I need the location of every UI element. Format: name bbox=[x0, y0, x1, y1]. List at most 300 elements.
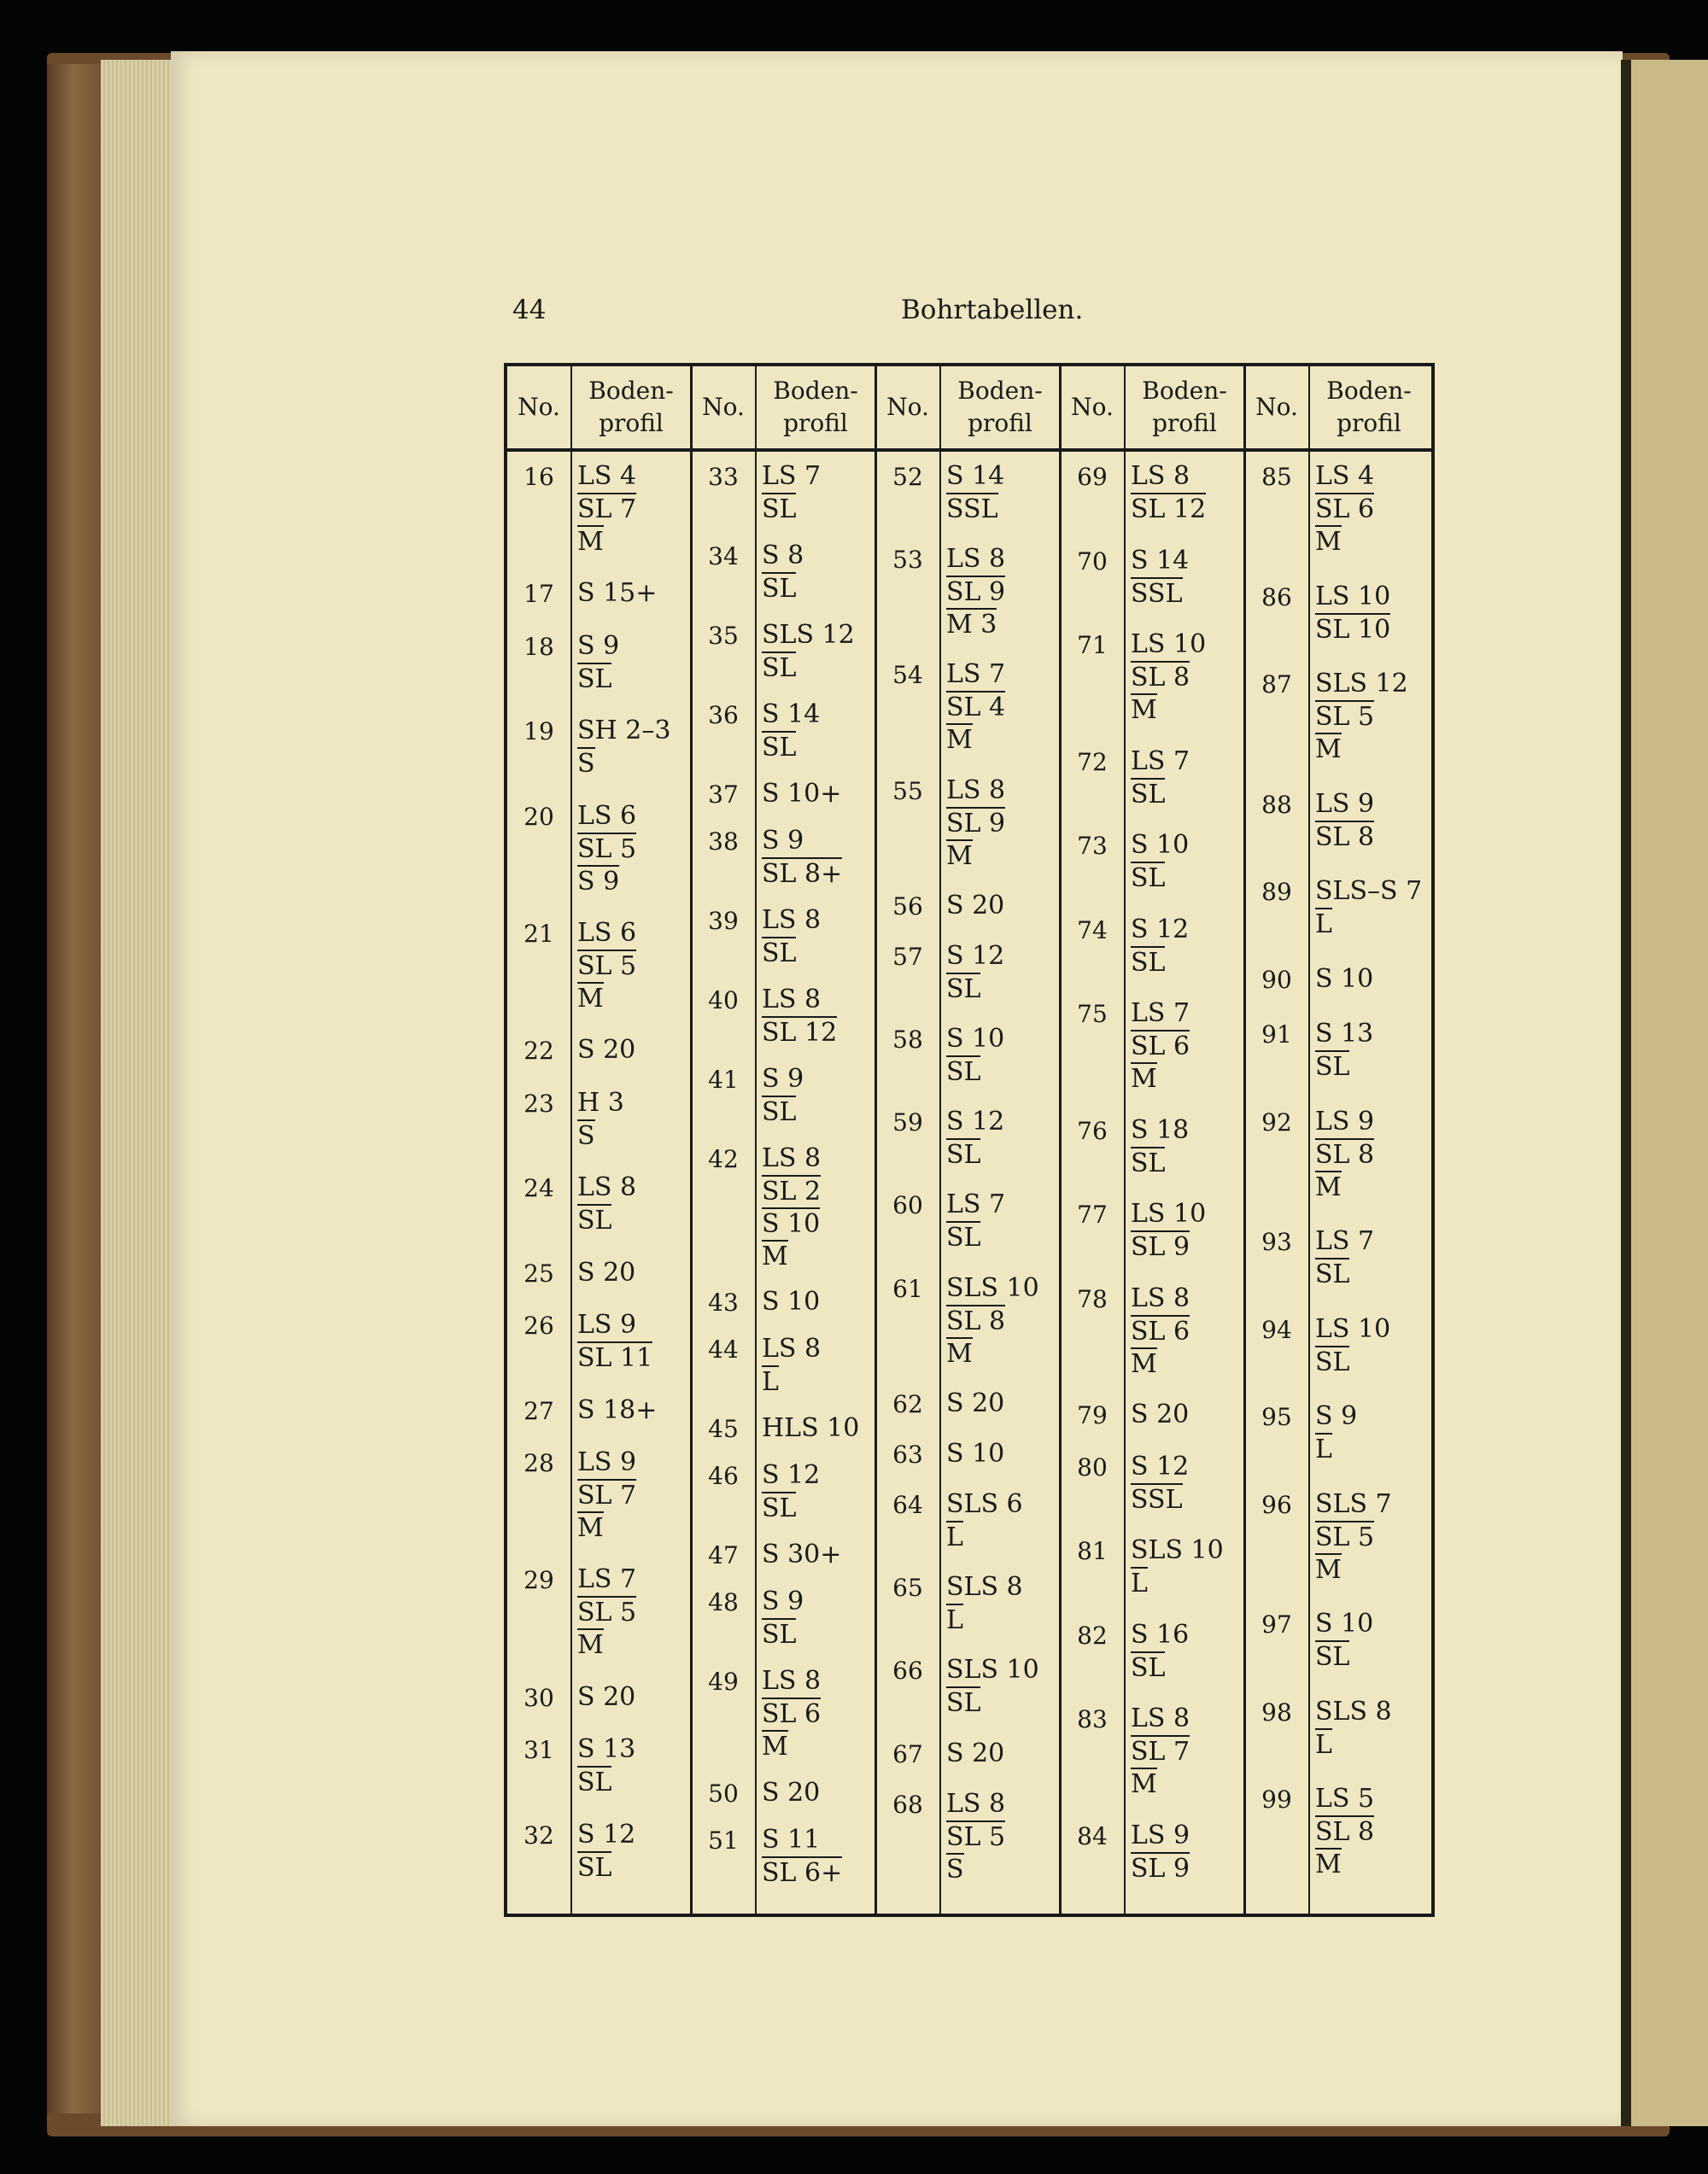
soil-profile bbox=[762, 778, 841, 810]
soil-layer: LS 7 bbox=[1315, 1226, 1375, 1257]
soil-profile bbox=[1315, 1696, 1392, 1761]
header-profile-line1: Boden- bbox=[588, 377, 674, 405]
header-profile-line2: profil bbox=[599, 409, 664, 437]
soil-profile bbox=[577, 715, 670, 780]
soil-layer: LS 9 bbox=[577, 1446, 637, 1477]
table-entry bbox=[692, 460, 876, 524]
table-entry bbox=[692, 1824, 876, 1889]
bore-number: 86 bbox=[1261, 582, 1292, 611]
soil-layer: LS 8 bbox=[762, 984, 822, 1014]
soil-layer: SLS 10 bbox=[946, 1272, 1039, 1303]
table-entry bbox=[1061, 745, 1245, 809]
soil-layer: LS 8 bbox=[762, 1143, 822, 1173]
table-entry bbox=[692, 540, 876, 604]
soil-layer: SL 5 bbox=[577, 833, 637, 864]
soil-profile bbox=[946, 890, 1004, 922]
header-profile-line1: Boden- bbox=[957, 377, 1043, 405]
soil-profile bbox=[762, 1539, 841, 1571]
soil-layer: SL 9 bbox=[946, 577, 1006, 608]
soil-layer: LS 7 bbox=[1131, 745, 1190, 776]
table-entry bbox=[876, 940, 1061, 1004]
soil-profile bbox=[577, 1394, 657, 1427]
table-entry bbox=[1245, 1313, 1430, 1377]
soil-profile bbox=[577, 1446, 636, 1544]
soil-layer: S 8 bbox=[762, 540, 804, 570]
soil-profile bbox=[762, 1143, 821, 1272]
soil-layer: LS 8 bbox=[762, 1666, 822, 1697]
soil-layer: SL 9 bbox=[1131, 1853, 1190, 1884]
table-entry bbox=[1245, 1608, 1430, 1673]
soil-layer: M bbox=[762, 1241, 788, 1271]
soil-layer: LS 7 bbox=[1131, 998, 1190, 1028]
table-entry bbox=[507, 460, 692, 557]
bore-number: 20 bbox=[524, 802, 554, 831]
soil-profile bbox=[1131, 1283, 1190, 1380]
soil-layer: SL bbox=[946, 973, 981, 1004]
bore-number: 92 bbox=[1261, 1107, 1292, 1137]
table-entry bbox=[507, 917, 692, 1014]
bore-number: 81 bbox=[1077, 1537, 1108, 1565]
bore-number: 54 bbox=[892, 661, 923, 690]
soil-layer: S bbox=[577, 749, 595, 780]
soil-layer: LS 10 bbox=[1315, 1313, 1391, 1344]
soil-layer: M bbox=[577, 1630, 604, 1661]
soil-layer: S 10 bbox=[762, 1208, 821, 1239]
soil-layer: SL 5 bbox=[577, 1598, 637, 1628]
table-header-row bbox=[507, 366, 1431, 452]
soil-layer: SL 8 bbox=[1315, 1817, 1375, 1848]
header-profile-label bbox=[755, 366, 876, 448]
soil-profile bbox=[1315, 875, 1422, 940]
header-profile-line1: Boden- bbox=[773, 377, 858, 405]
soil-layer: M 3 bbox=[946, 610, 997, 640]
table-entry bbox=[507, 1394, 692, 1429]
soil-layer: SLS 12 bbox=[762, 619, 855, 650]
soil-layer: SL 6 bbox=[1315, 494, 1375, 524]
bore-number: 87 bbox=[1261, 670, 1292, 699]
table-entry bbox=[876, 1388, 1061, 1422]
soil-layer: S 14 bbox=[1131, 545, 1190, 576]
page-header bbox=[512, 295, 1418, 329]
soil-profile bbox=[1315, 1225, 1374, 1290]
bore-number: 43 bbox=[708, 1289, 739, 1318]
bore-number: 31 bbox=[524, 1736, 554, 1765]
soil-layer: SL bbox=[1131, 779, 1166, 809]
soil-layer: LS 8 bbox=[577, 1172, 637, 1203]
table-entry bbox=[692, 1665, 876, 1762]
soil-layer: SL 8 bbox=[1131, 663, 1190, 693]
soil-layer: SL 6 bbox=[1131, 1316, 1190, 1347]
soil-layer: SL 5 bbox=[1315, 1522, 1375, 1552]
soil-profile bbox=[762, 825, 842, 890]
soil-layer: SLS 7 bbox=[1315, 1488, 1392, 1519]
bore-number: 88 bbox=[1261, 790, 1292, 819]
soil-profile bbox=[577, 800, 636, 897]
soil-layer: SLS 8 bbox=[946, 1572, 1023, 1603]
header-no-label: No. bbox=[518, 393, 560, 421]
soil-layer: HLS 10 bbox=[762, 1413, 860, 1444]
soil-profile bbox=[946, 1571, 1023, 1636]
soil-layer: SL bbox=[946, 1223, 981, 1254]
bore-number: 80 bbox=[1077, 1452, 1108, 1481]
soil-layer: S 12 bbox=[1131, 914, 1190, 944]
soil-layer: LS 7 bbox=[577, 1564, 637, 1595]
soil-profile bbox=[1315, 963, 1373, 996]
soil-layer: S bbox=[577, 1120, 595, 1151]
soil-profile bbox=[1131, 997, 1190, 1095]
table-entry bbox=[507, 800, 692, 897]
soil-layer: S 10 bbox=[1315, 1609, 1374, 1639]
bore-number: 36 bbox=[708, 700, 739, 729]
soil-layer: SL 9 bbox=[946, 808, 1006, 839]
table-entry bbox=[876, 1488, 1061, 1553]
header-profile-line1: Boden- bbox=[1142, 377, 1227, 405]
bore-number: 47 bbox=[708, 1541, 739, 1570]
soil-profile bbox=[577, 1087, 624, 1152]
soil-layer: L bbox=[946, 1522, 963, 1553]
bore-number: 56 bbox=[892, 891, 923, 920]
table-entry bbox=[692, 1459, 876, 1524]
table-entry bbox=[692, 1063, 876, 1127]
bore-number: 37 bbox=[708, 780, 739, 809]
soil-layer: SL bbox=[1315, 1052, 1350, 1083]
soil-layer: M bbox=[1315, 527, 1342, 557]
header-profile-line2: profil bbox=[1337, 409, 1401, 437]
table-entry bbox=[1245, 1400, 1430, 1465]
table-entry bbox=[876, 1106, 1061, 1171]
table-entry bbox=[692, 825, 876, 889]
running-title: Bohrtabellen. bbox=[901, 295, 1084, 325]
bore-number: 48 bbox=[708, 1588, 739, 1617]
soil-layer: SLS 12 bbox=[1315, 669, 1408, 699]
table-entry bbox=[692, 1586, 876, 1651]
soil-profile bbox=[1131, 1451, 1189, 1516]
bore-number: 40 bbox=[708, 985, 739, 1014]
table-entry bbox=[1061, 1283, 1245, 1379]
soil-layer: SL 8+ bbox=[762, 858, 843, 889]
soil-layer: M bbox=[577, 1512, 604, 1543]
bore-number: 28 bbox=[524, 1448, 554, 1477]
soil-layer: SL 7 bbox=[1131, 1737, 1190, 1767]
soil-layer: SL bbox=[946, 1057, 981, 1088]
table-entry bbox=[507, 1034, 692, 1068]
soil-profile bbox=[946, 940, 1004, 1005]
table-entry bbox=[1245, 1106, 1430, 1202]
bore-number: 30 bbox=[524, 1683, 554, 1712]
bore-number: 73 bbox=[1077, 832, 1108, 860]
table-entry bbox=[1061, 460, 1245, 524]
bore-number: 17 bbox=[524, 580, 554, 609]
soil-layer: S 20 bbox=[577, 1681, 636, 1712]
bore-number: 95 bbox=[1261, 1403, 1292, 1432]
table-entry bbox=[1061, 1703, 1245, 1799]
table-entry bbox=[507, 577, 692, 611]
soil-layer: SL 4 bbox=[946, 693, 1006, 723]
header-profile-label bbox=[1124, 366, 1245, 448]
soil-profile bbox=[577, 630, 619, 695]
table-entry bbox=[1245, 1783, 1430, 1880]
soil-layer: SL bbox=[1315, 1259, 1350, 1290]
bore-number: 99 bbox=[1261, 1785, 1292, 1815]
table-entry bbox=[1245, 1225, 1430, 1290]
bore-number: 89 bbox=[1261, 878, 1292, 907]
soil-layer: SL 8 bbox=[1315, 821, 1375, 852]
bore-number: 83 bbox=[1077, 1705, 1108, 1733]
soil-layer: SL bbox=[1315, 1642, 1350, 1673]
soil-profile bbox=[1315, 1400, 1357, 1465]
soil-layer: SL 5 bbox=[1315, 702, 1375, 733]
bore-number: 91 bbox=[1261, 1020, 1292, 1049]
opposite-page-edge bbox=[1621, 60, 1708, 2126]
bore-number: 60 bbox=[892, 1191, 923, 1220]
soil-layer: SL 12 bbox=[1131, 494, 1207, 524]
header-profile-label bbox=[1308, 366, 1430, 448]
table-entry bbox=[876, 543, 1061, 640]
table-entry bbox=[507, 715, 692, 780]
bore-number: 29 bbox=[524, 1566, 554, 1595]
header-profile-line2: profil bbox=[968, 409, 1032, 437]
soil-profile bbox=[577, 1733, 635, 1798]
soil-profile bbox=[1131, 1703, 1190, 1800]
soil-profile bbox=[762, 904, 821, 969]
soil-layer: S 13 bbox=[1315, 1019, 1374, 1049]
table-entry bbox=[692, 984, 876, 1048]
soil-layer: SL bbox=[762, 732, 797, 763]
soil-profile bbox=[762, 1665, 821, 1762]
soil-profile bbox=[946, 1738, 1004, 1770]
bore-number: 66 bbox=[892, 1657, 923, 1686]
soil-layer: SSL bbox=[946, 494, 998, 524]
soil-profile bbox=[1315, 581, 1390, 646]
table-entry bbox=[1061, 1114, 1245, 1178]
soil-layer: LS 8 bbox=[946, 774, 1006, 805]
soil-profile bbox=[1131, 1619, 1189, 1684]
bore-number: 44 bbox=[708, 1335, 739, 1365]
table-entry bbox=[507, 1446, 692, 1543]
soil-profile bbox=[1315, 1313, 1390, 1378]
soil-layer: L bbox=[1131, 1569, 1148, 1598]
bore-number: 24 bbox=[524, 1174, 554, 1203]
soil-layer: SL bbox=[946, 1140, 981, 1171]
soil-layer: SL bbox=[1131, 1148, 1166, 1178]
soil-layer: SL bbox=[1315, 1347, 1350, 1377]
soil-profile bbox=[1315, 460, 1374, 558]
soil-layer: SL 5 bbox=[577, 951, 637, 982]
soil-layer: M bbox=[577, 527, 604, 557]
table-entry bbox=[1061, 1619, 1245, 1683]
soil-profile bbox=[946, 460, 1004, 525]
soil-profile bbox=[577, 1681, 635, 1714]
table-entry bbox=[692, 1412, 876, 1446]
soil-profile bbox=[946, 1788, 1005, 1885]
soil-layer: S 9 bbox=[577, 630, 620, 661]
soil-layer: LS 7 bbox=[946, 1189, 1006, 1220]
soil-layer: M bbox=[1315, 1554, 1342, 1585]
soil-profile bbox=[1131, 628, 1206, 726]
soil-layer: M bbox=[1315, 734, 1342, 765]
bore-number: 65 bbox=[892, 1574, 923, 1603]
table-entry bbox=[1245, 788, 1430, 852]
bore-number: 97 bbox=[1261, 1610, 1292, 1639]
table-entry bbox=[876, 460, 1061, 524]
header-profile-label bbox=[570, 366, 692, 448]
table-entry bbox=[1245, 1018, 1430, 1083]
table-entry bbox=[692, 904, 876, 968]
bore-number: 39 bbox=[708, 906, 739, 935]
soil-layer: SL 6 bbox=[1131, 1031, 1190, 1061]
soil-profile bbox=[946, 1189, 1005, 1254]
header-profile-label bbox=[939, 366, 1061, 448]
soil-layer: S 10 bbox=[946, 1438, 1005, 1469]
table-entry bbox=[1245, 460, 1430, 557]
soil-layer: M bbox=[1315, 1172, 1342, 1202]
soil-layer: S 20 bbox=[577, 1035, 636, 1066]
bore-number: 84 bbox=[1077, 1821, 1108, 1850]
soil-layer: SL 8 bbox=[1315, 1139, 1375, 1170]
soil-layer: M bbox=[1131, 1348, 1157, 1379]
bore-number: 90 bbox=[1261, 965, 1292, 994]
soil-profile bbox=[1131, 745, 1190, 810]
soil-profile bbox=[1131, 914, 1189, 979]
soil-profile bbox=[946, 1106, 1004, 1171]
table-entry bbox=[692, 1539, 876, 1573]
soil-profile bbox=[762, 1586, 804, 1651]
soil-layer: M bbox=[577, 984, 604, 1014]
soil-layer: LS 8 bbox=[762, 1334, 822, 1365]
soil-layer: S 18+ bbox=[577, 1394, 658, 1425]
soil-layer: SH 2–3 bbox=[577, 716, 671, 746]
table-entry bbox=[1061, 1534, 1245, 1598]
soil-layer: SL bbox=[1131, 1652, 1166, 1683]
table-entry bbox=[1245, 963, 1430, 997]
soil-layer: S 10 bbox=[1131, 830, 1190, 860]
soil-profile bbox=[1315, 1488, 1392, 1586]
soil-profile bbox=[1315, 1608, 1373, 1673]
soil-layer: LS 5 bbox=[1315, 1784, 1375, 1815]
soil-layer: SL bbox=[577, 663, 612, 694]
soil-layer: SL 9 bbox=[1131, 1232, 1190, 1262]
bore-number: 27 bbox=[524, 1396, 554, 1425]
bore-number: 63 bbox=[892, 1440, 923, 1469]
table-entry bbox=[507, 1087, 692, 1151]
soil-layer: SL bbox=[1131, 947, 1166, 978]
table-entry bbox=[507, 1733, 692, 1798]
soil-layer: M bbox=[1315, 1850, 1342, 1880]
soil-layer: S 20 bbox=[762, 1778, 821, 1809]
soil-layer: LS 4 bbox=[577, 461, 637, 491]
bore-number: 94 bbox=[1261, 1315, 1292, 1344]
soil-profile bbox=[1315, 788, 1374, 853]
bore-number: 76 bbox=[1077, 1116, 1108, 1145]
soil-profile bbox=[1131, 460, 1206, 525]
bore-number: 49 bbox=[708, 1668, 739, 1697]
soil-layer: S 10 bbox=[762, 1287, 821, 1318]
soil-layer: S 12 bbox=[946, 1107, 1005, 1137]
soil-layer: LS 8 bbox=[946, 544, 1006, 575]
soil-layer: M bbox=[946, 725, 973, 756]
header-no-label: No. bbox=[702, 393, 745, 421]
table-entry bbox=[876, 1189, 1061, 1254]
bore-number: 23 bbox=[524, 1089, 554, 1118]
soil-layer: M bbox=[1131, 695, 1157, 725]
soil-layer: LS 4 bbox=[1315, 461, 1375, 491]
soil-profile bbox=[762, 460, 821, 525]
soil-layer: SL 2 bbox=[762, 1176, 822, 1207]
soil-profile bbox=[762, 1063, 804, 1128]
soil-layer: SL bbox=[946, 1688, 981, 1719]
bore-number: 26 bbox=[524, 1312, 554, 1341]
soil-layer: L bbox=[1315, 909, 1332, 940]
table-entry bbox=[507, 1309, 692, 1374]
soil-profile bbox=[577, 1257, 635, 1289]
soil-profile bbox=[762, 1777, 820, 1809]
soil-profile bbox=[946, 1388, 1004, 1420]
soil-layer: S 30+ bbox=[762, 1540, 842, 1570]
soil-profile bbox=[762, 1333, 821, 1398]
soil-layer: S 9 bbox=[577, 866, 620, 897]
soil-profile bbox=[1315, 1106, 1374, 1203]
soil-profile bbox=[762, 619, 855, 684]
table-entry bbox=[692, 619, 876, 683]
table-entry bbox=[876, 1438, 1061, 1472]
soil-layer: LS 7 bbox=[762, 461, 822, 491]
soil-layer: SL 6+ bbox=[762, 1858, 843, 1889]
soil-layer: SLS 10 bbox=[946, 1655, 1039, 1686]
soil-profile bbox=[577, 1034, 635, 1067]
table-entry bbox=[1061, 1198, 1245, 1262]
soil-layer: LS 9 bbox=[1315, 788, 1375, 819]
soil-profile bbox=[1131, 1114, 1189, 1179]
soil-layer: LS 9 bbox=[1131, 1820, 1190, 1850]
soil-profile bbox=[577, 1819, 635, 1884]
header-profile-line2: profil bbox=[1152, 409, 1217, 437]
bore-number: 79 bbox=[1077, 1401, 1108, 1429]
table-entry bbox=[876, 1654, 1061, 1719]
soil-layer: S 13 bbox=[577, 1734, 636, 1765]
soil-layer: L bbox=[762, 1367, 779, 1398]
soil-layer: S 9 bbox=[762, 825, 804, 856]
bore-number: 98 bbox=[1261, 1698, 1292, 1727]
soil-layer: SL bbox=[577, 1206, 612, 1236]
soil-profile bbox=[1131, 1820, 1190, 1885]
table-entry bbox=[692, 1286, 876, 1320]
soil-profile bbox=[946, 1654, 1039, 1719]
bore-number: 77 bbox=[1077, 1201, 1108, 1229]
bore-number: 19 bbox=[524, 717, 554, 746]
soil-layer: S 10 bbox=[946, 1024, 1005, 1055]
soil-layer: SL bbox=[762, 573, 797, 604]
soil-profile bbox=[1131, 1534, 1224, 1599]
soil-profile bbox=[1131, 1399, 1189, 1431]
soil-layer: S 20 bbox=[946, 1738, 1005, 1768]
bore-number: 41 bbox=[708, 1065, 739, 1094]
bore-number: 16 bbox=[524, 463, 554, 491]
soil-layer: S 11 bbox=[762, 1825, 821, 1855]
table-entry bbox=[876, 1272, 1061, 1369]
soil-profile bbox=[762, 1824, 842, 1889]
bore-number: 38 bbox=[708, 827, 739, 856]
table-entry bbox=[876, 1738, 1061, 1772]
soil-layer: SL bbox=[762, 652, 797, 683]
soil-profile bbox=[577, 577, 657, 610]
soil-layer: SL 8 bbox=[946, 1306, 1006, 1336]
soil-layer: SLS 10 bbox=[1131, 1535, 1224, 1565]
bore-number: 25 bbox=[524, 1259, 554, 1288]
soil-layer: SL 12 bbox=[762, 1017, 838, 1048]
soil-profile bbox=[946, 774, 1005, 872]
soil-layer: LS 8 bbox=[946, 1788, 1006, 1819]
bore-number: 34 bbox=[708, 541, 739, 570]
